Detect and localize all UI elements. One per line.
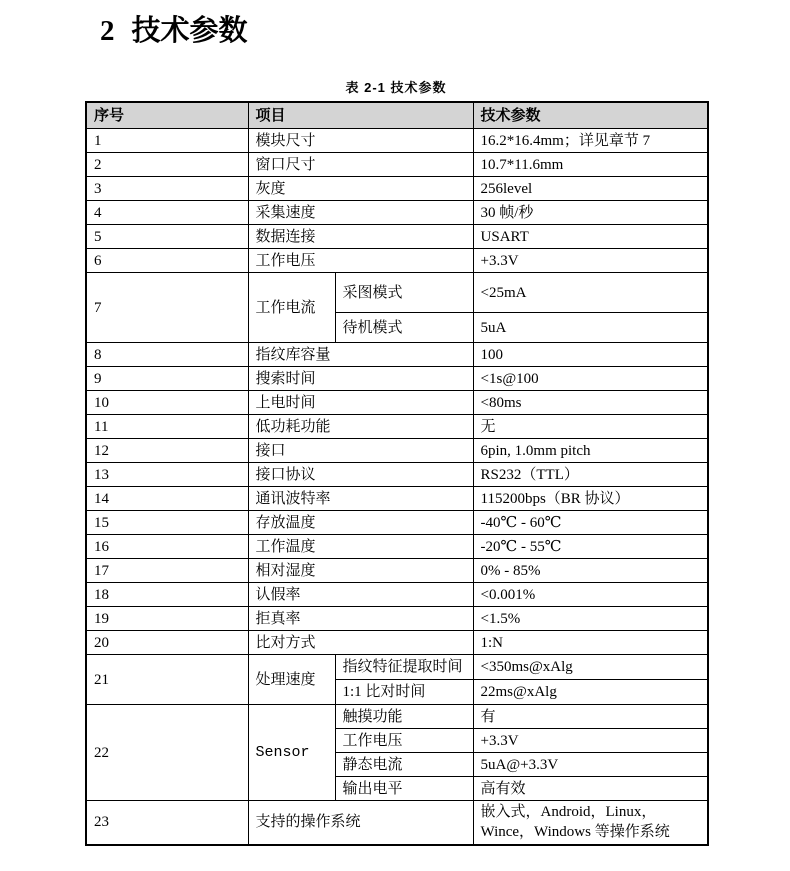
cell-param: <80ms bbox=[473, 391, 708, 415]
table-caption: 表 2-1 技术参数 bbox=[345, 80, 447, 95]
cell-item: 认假率 bbox=[248, 583, 473, 607]
table-row bbox=[86, 559, 708, 583]
cell-param: 22ms@xAlg bbox=[473, 680, 708, 705]
cell-no: 21 bbox=[86, 655, 248, 705]
table-row bbox=[86, 655, 708, 680]
cell-param: 100 bbox=[473, 343, 708, 367]
spec-table bbox=[85, 101, 709, 846]
cell-item: 比对方式 bbox=[248, 631, 473, 655]
cell-item: 存放温度 bbox=[248, 511, 473, 535]
cell-no: 13 bbox=[86, 463, 248, 487]
cell-no: 2 bbox=[86, 153, 248, 177]
table-row bbox=[86, 463, 708, 487]
cell-item: 相对湿度 bbox=[248, 559, 473, 583]
cell-sub-item: 指纹特征提取时间 bbox=[335, 655, 473, 680]
cell-sub-item: 采图模式 bbox=[335, 273, 473, 313]
cell-item: 拒真率 bbox=[248, 607, 473, 631]
page-title bbox=[100, 14, 707, 48]
cell-no: 14 bbox=[86, 487, 248, 511]
cell-sub-item: 触摸功能 bbox=[335, 705, 473, 729]
cell-param: 5uA bbox=[473, 313, 708, 343]
cell-item: 工作电压 bbox=[248, 249, 473, 273]
cell-item: 指纹库容量 bbox=[248, 343, 473, 367]
table-row bbox=[86, 511, 708, 535]
table-row bbox=[86, 705, 708, 729]
cell-no: 17 bbox=[86, 559, 248, 583]
cell-param: 115200bps（BR 协议） bbox=[473, 487, 708, 511]
cell-item: 接口 bbox=[248, 439, 473, 463]
cell-param: USART bbox=[473, 225, 708, 249]
table-row bbox=[86, 439, 708, 463]
cell-param: RS232（TTL） bbox=[473, 463, 708, 487]
cell-param: +3.3V bbox=[473, 249, 708, 273]
col-header-item: 项目 bbox=[248, 102, 473, 129]
cell-param: 30 帧/秒 bbox=[473, 201, 708, 225]
cell-item: 采集速度 bbox=[248, 201, 473, 225]
col-header-param: 技术参数 bbox=[473, 102, 708, 129]
table-row bbox=[86, 607, 708, 631]
cell-no: 5 bbox=[86, 225, 248, 249]
table-row bbox=[86, 225, 708, 249]
cell-item: 窗口尺寸 bbox=[248, 153, 473, 177]
table-row bbox=[86, 153, 708, 177]
cell-item: 搜索时间 bbox=[248, 367, 473, 391]
cell-no: 12 bbox=[86, 439, 248, 463]
cell-sub-item: 静态电流 bbox=[335, 753, 473, 777]
cell-param: 无 bbox=[473, 415, 708, 439]
cell-item: Sensor bbox=[248, 705, 335, 801]
cell-item: 数据连接 bbox=[248, 225, 473, 249]
table-row bbox=[86, 273, 708, 313]
cell-no: 19 bbox=[86, 607, 248, 631]
table-row bbox=[86, 249, 708, 273]
cell-no: 23 bbox=[86, 801, 248, 845]
cell-param: <1s@100 bbox=[473, 367, 708, 391]
cell-param: -20℃ - 55℃ bbox=[473, 535, 708, 559]
cell-param: 10.7*11.6mm bbox=[473, 153, 708, 177]
cell-no: 8 bbox=[86, 343, 248, 367]
section-title-text: 技术参数 bbox=[131, 15, 248, 47]
cell-item: 工作电流 bbox=[248, 273, 335, 343]
col-header-no: 序号 bbox=[86, 102, 248, 129]
cell-param: 嵌入式，Android，Linux，Wince，Windows 等操作系统 bbox=[473, 801, 708, 845]
cell-param: <1.5% bbox=[473, 607, 708, 631]
table-row bbox=[86, 177, 708, 201]
cell-no: 18 bbox=[86, 583, 248, 607]
cell-param: 16.2*16.4mm；详见章节 7 bbox=[473, 129, 708, 153]
document-page bbox=[85, 0, 707, 846]
cell-item: 通讯波特率 bbox=[248, 487, 473, 511]
cell-param: 1:N bbox=[473, 631, 708, 655]
header-row bbox=[86, 102, 708, 129]
cell-item: 模块尺寸 bbox=[248, 129, 473, 153]
cell-param: +3.3V bbox=[473, 729, 708, 753]
cell-item: 灰度 bbox=[248, 177, 473, 201]
cell-item: 低功耗功能 bbox=[248, 415, 473, 439]
cell-param: 256level bbox=[473, 177, 708, 201]
cell-no: 1 bbox=[86, 129, 248, 153]
cell-param: 6pin, 1.0mm pitch bbox=[473, 439, 708, 463]
cell-item: 支持的操作系统 bbox=[248, 801, 473, 845]
cell-param: <350ms@xAlg bbox=[473, 655, 708, 680]
table-row bbox=[86, 343, 708, 367]
cell-sub-item: 工作电压 bbox=[335, 729, 473, 753]
cell-item: 工作温度 bbox=[248, 535, 473, 559]
table-row bbox=[86, 801, 708, 845]
table-row bbox=[86, 415, 708, 439]
cell-param: 5uA@+3.3V bbox=[473, 753, 708, 777]
cell-no: 6 bbox=[86, 249, 248, 273]
section-number: 2 bbox=[100, 15, 115, 47]
cell-param: <0.001% bbox=[473, 583, 708, 607]
table-row bbox=[86, 583, 708, 607]
table-row bbox=[86, 535, 708, 559]
table-row bbox=[86, 129, 708, 153]
table-row bbox=[86, 631, 708, 655]
cell-no: 22 bbox=[86, 705, 248, 801]
cell-no: 4 bbox=[86, 201, 248, 225]
table-row bbox=[86, 201, 708, 225]
cell-sub-item: 输出电平 bbox=[335, 777, 473, 801]
table-row bbox=[86, 487, 708, 511]
cell-no: 9 bbox=[86, 367, 248, 391]
cell-no: 20 bbox=[86, 631, 248, 655]
cell-no: 11 bbox=[86, 415, 248, 439]
cell-param: 有 bbox=[473, 705, 708, 729]
cell-param: -40℃ - 60℃ bbox=[473, 511, 708, 535]
cell-no: 3 bbox=[86, 177, 248, 201]
cell-item: 接口协议 bbox=[248, 463, 473, 487]
cell-item: 处理速度 bbox=[248, 655, 335, 705]
table-row bbox=[86, 367, 708, 391]
cell-no: 10 bbox=[86, 391, 248, 415]
cell-param: 高有效 bbox=[473, 777, 708, 801]
cell-sub-item: 1:1 比对时间 bbox=[335, 680, 473, 705]
cell-no: 16 bbox=[86, 535, 248, 559]
cell-param: <25mA bbox=[473, 273, 708, 313]
cell-item: 上电时间 bbox=[248, 391, 473, 415]
cell-no: 15 bbox=[86, 511, 248, 535]
cell-param: 0% - 85% bbox=[473, 559, 708, 583]
cell-sub-item: 待机模式 bbox=[335, 313, 473, 343]
table-row bbox=[86, 391, 708, 415]
cell-no: 7 bbox=[86, 273, 248, 343]
